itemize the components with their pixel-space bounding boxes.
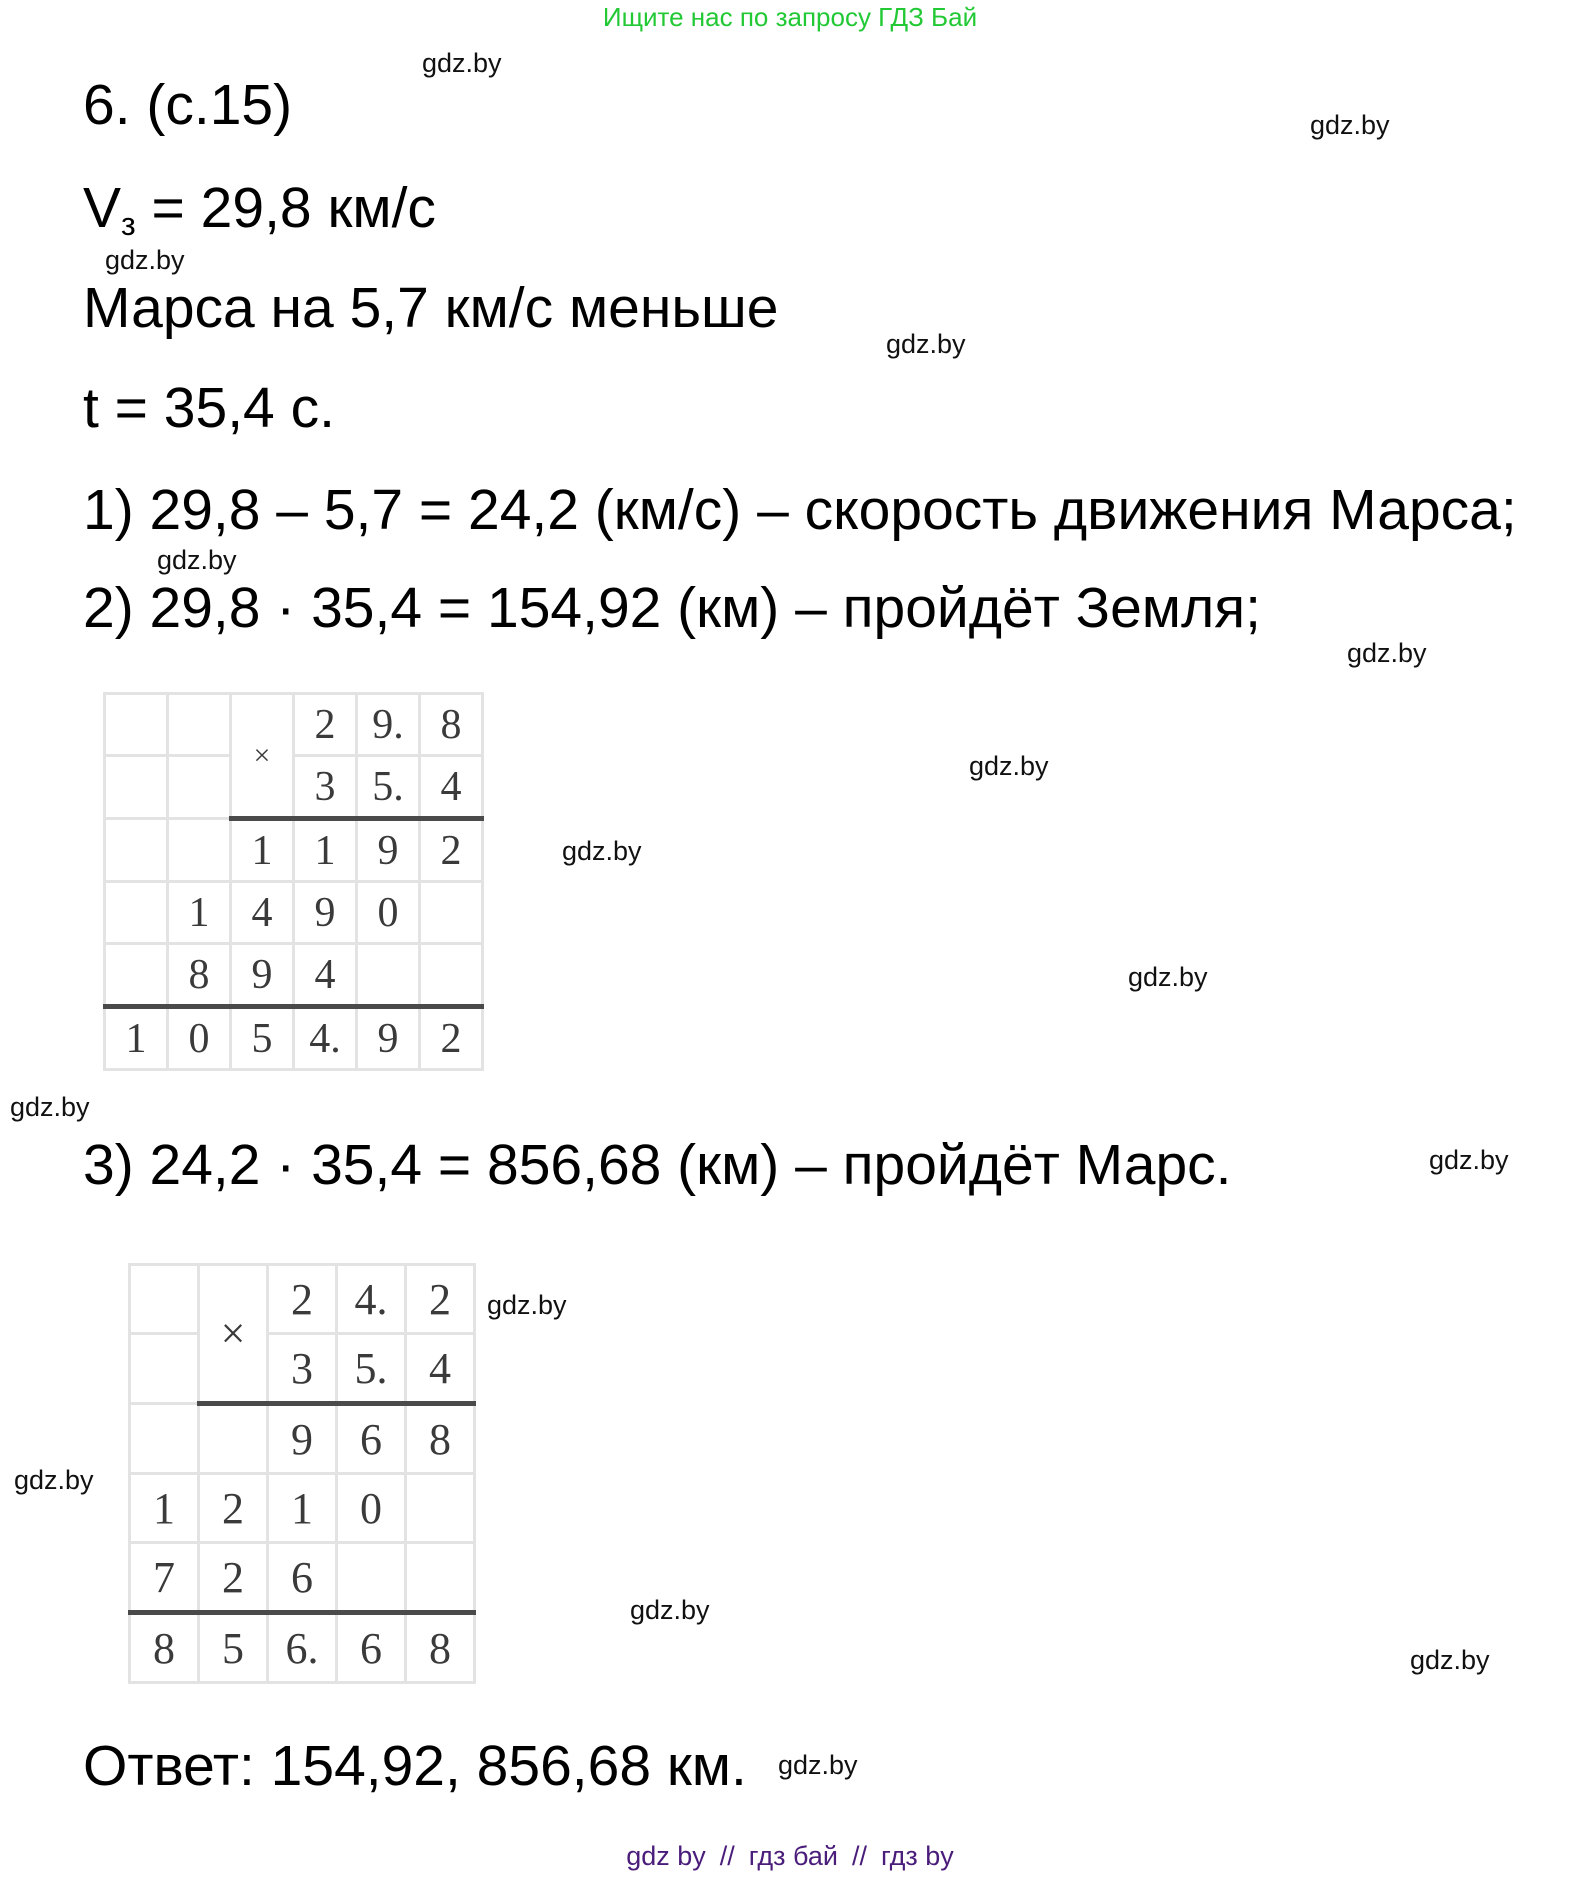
step-3: 3) 24,2 · 35,4 = 856,68 (км) – пройдёт Марс.: [83, 1133, 1232, 1197]
column-multiplication-mars: × 2 4. 2 3 5. 4 9 6 8 1 2 1 0 7 2 6 8 5 6. 6 8: [128, 1263, 476, 1684]
watermark: gdz.by: [422, 48, 502, 78]
watermark: gdz.by: [778, 1750, 858, 1780]
answer: Ответ: 154,92, 856,68 км.: [83, 1734, 747, 1798]
footer-separator: //: [851, 1841, 867, 1871]
footer-separator: //: [719, 1841, 735, 1871]
search-hint-banner: Ищите нас по запросу ГДЗ Бай: [602, 2, 978, 32]
footer-link-gdz-by-cyr[interactable]: гдз by: [881, 1841, 954, 1871]
multiply-sign: ×: [199, 1265, 268, 1404]
watermark: gdz.by: [886, 329, 966, 359]
footer-link-gdz-bai[interactable]: гдз бай: [748, 1841, 838, 1871]
watermark: gdz.by: [487, 1290, 567, 1320]
watermark: gdz.by: [630, 1595, 710, 1625]
watermark: gdz.by: [1310, 110, 1390, 140]
velocity-value: = 29,8 км/с: [135, 176, 436, 240]
given-mars-condition: Марса на 5,7 км/с меньше: [83, 276, 779, 340]
multiply-sign: ×: [231, 694, 294, 819]
watermark: gdz.by: [105, 245, 185, 275]
given-time: t = 35,4 с.: [83, 376, 335, 440]
velocity-subscript: з: [121, 206, 136, 242]
step-2: 2) 29,8 · 35,4 = 154,92 (км) – пройдёт Земля;: [83, 576, 1261, 640]
watermark: gdz.by: [157, 545, 237, 575]
watermark: gdz.by: [969, 751, 1049, 781]
given-earth-speed: [83, 176, 436, 242]
watermark: gdz.by: [1429, 1145, 1509, 1175]
watermark: gdz.by: [10, 1092, 90, 1122]
watermark: gdz.by: [1410, 1645, 1490, 1675]
watermark: gdz.by: [14, 1465, 94, 1495]
watermark: gdz.by: [562, 836, 642, 866]
watermark: gdz.by: [1128, 962, 1208, 992]
problem-title: 6. (с.15): [83, 73, 293, 137]
watermark: gdz.by: [1347, 638, 1427, 668]
column-multiplication-earth: × 2 9. 8 3 5. 4 1 1 9 2 1 4 9 0 8 9 4 1 0 5 4. 9 2: [103, 692, 484, 1071]
footer-links: [0, 1843, 1580, 1870]
footer-link-gdz-by[interactable]: gdz by: [626, 1841, 706, 1871]
step-1: 1) 29,8 – 5,7 = 24,2 (км/с) – скорость движения Марса;: [83, 478, 1517, 542]
velocity-symbol: V: [83, 176, 122, 240]
